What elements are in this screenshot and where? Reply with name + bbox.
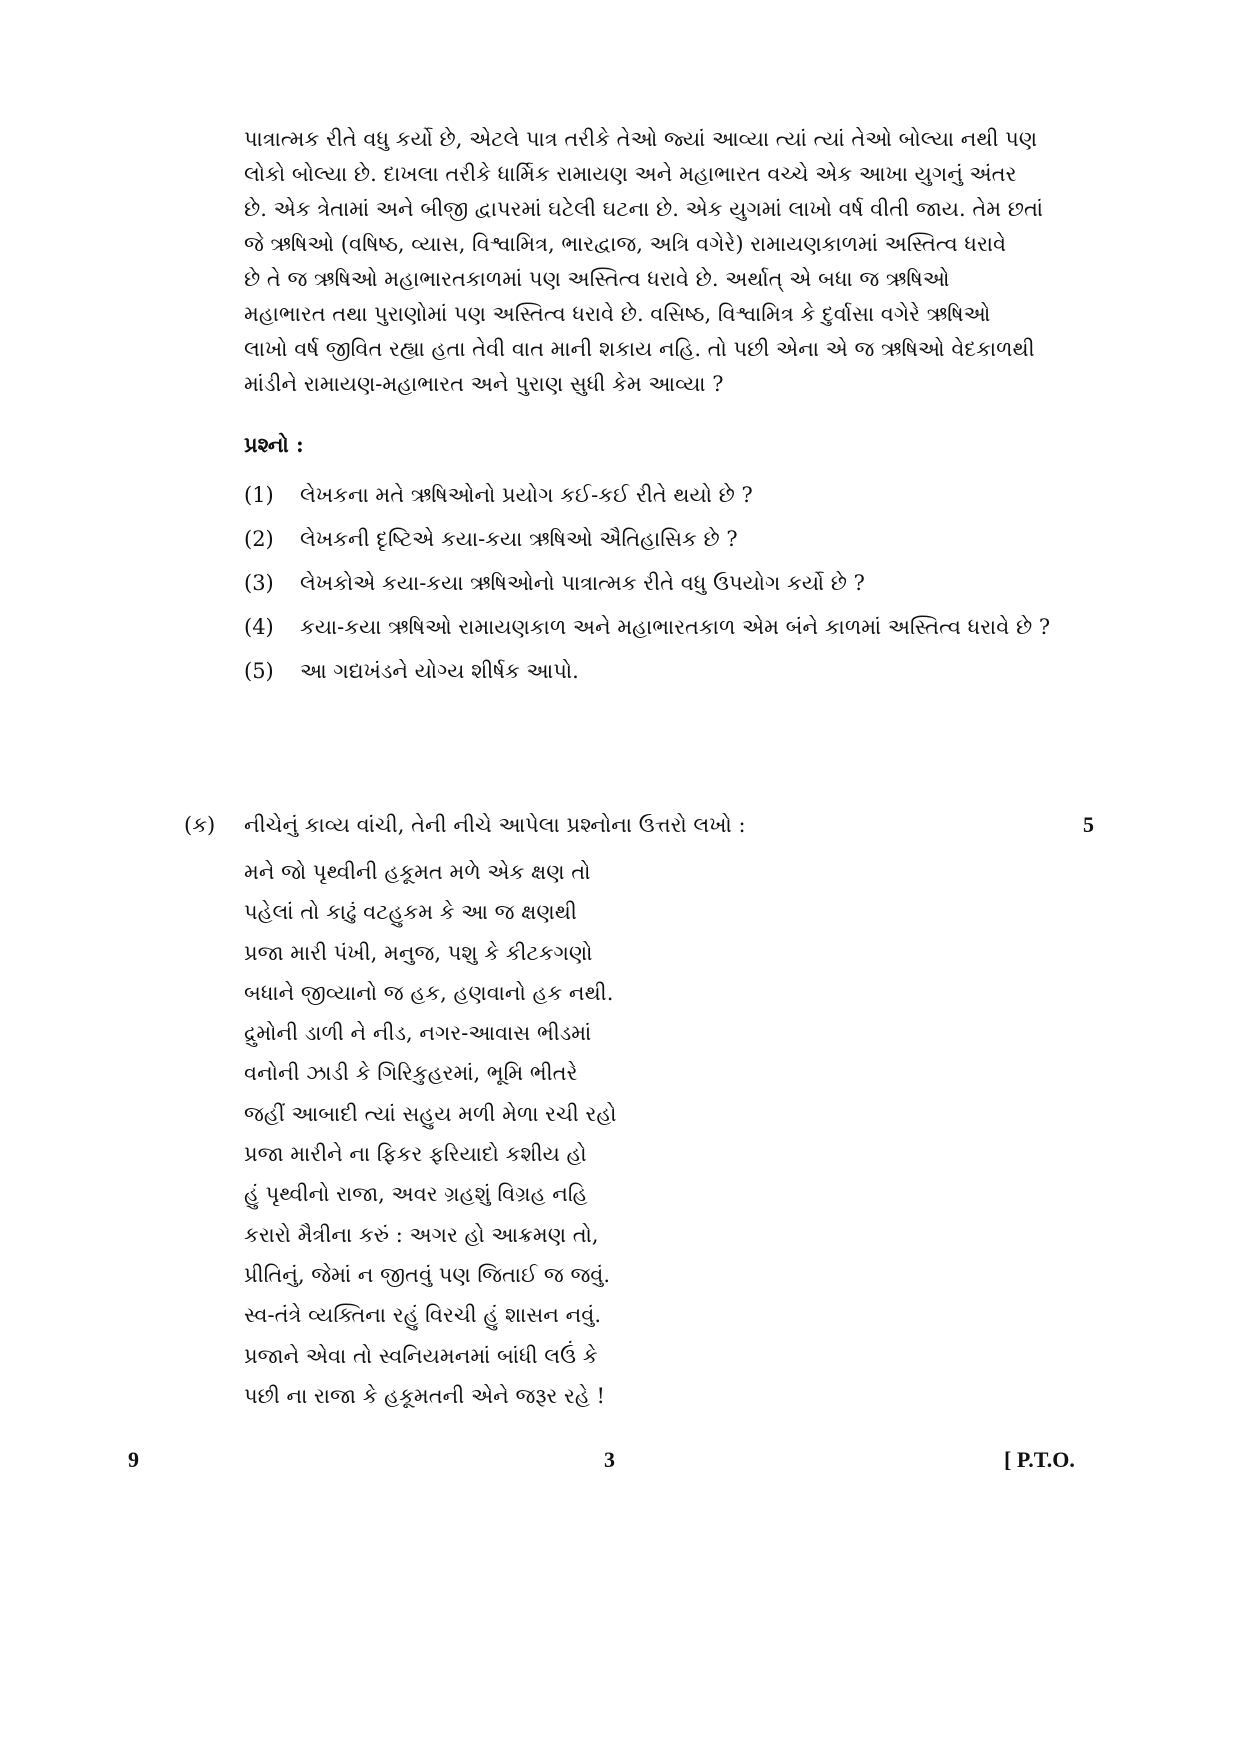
- section-marks: 5: [1083, 812, 1094, 837]
- poem-line: દ્રુમોની ડાળી ને નીડ, નગર-આવાસ ભીડમાં: [244, 1021, 592, 1046]
- question-item: [244, 522, 1064, 556]
- section-instruction: નીચેનું કાવ્ય વાંચી, તેની નીચે આપેલા પ્રશ્નોના ઉત્તરો લખો :: [244, 813, 746, 837]
- passage-line: લાખો વર્ષ જીવિત રહ્યા હતા તેવી વાત માની શકાય નહિ. તો પછી એના એ જ ઋષિઓ વેદકાળથી: [244, 337, 1035, 361]
- question-number: (1): [244, 483, 274, 507]
- passage-line: માંડીને રામાયણ-મહાભારત અને પુરાણ સુધી કેમ આવ્યા ?: [244, 372, 724, 396]
- question-item: [244, 478, 1064, 512]
- poem-line: પ્રજા મારીને ના ફિકર ફરિયાદો કશીય હો: [244, 1142, 587, 1167]
- question-text: લેખકના મતે ઋષિઓનો પ્રયોગ કઈ-કઈ રીતે થયો છે ?: [300, 483, 753, 507]
- section-label: (ક): [184, 813, 216, 837]
- question-number: (4): [244, 615, 274, 639]
- paper-code: 9: [128, 1447, 139, 1472]
- question-text: લેખકની દૃષ્ટિએ કયા-કયા ઋષિઓ ઐતિહાસિક છે ?: [300, 527, 738, 551]
- question-list: [244, 478, 1064, 698]
- poem-line: પછી ના રાજા કે હકૂમતની એને જરૂર રહે !: [244, 1383, 605, 1408]
- poem-line: મને જો પૃથ્વીની હકૂમત મળે એક ક્ષણ તો: [244, 860, 591, 884]
- passage-line: છે. એક ત્રેતામાં અને બીજી દ્વાપરમાં ઘટેલી ઘટના છે. એક યુગમાં લાખો વર્ષ વીતી જાય. તેમ છતાં: [244, 197, 1044, 221]
- questions-heading: પ્રશ્નો :: [244, 432, 304, 457]
- passage-line: છે તે જ ઋષિઓ મહાભારતકાળમાં પણ અસ્તિત્વ ધરાવે છે. અર્થાત્ એ બધા જ ઋષિઓ: [244, 267, 950, 291]
- poem-line: વનોની ઝાડી કે ગિરિકુહરમાં, ભૂમિ ભીતરે: [244, 1061, 578, 1086]
- poem-line: પ્રજા મારી પંખી, મનુજ, પશુ કે કીટકગણો: [244, 940, 593, 965]
- poem-line: હું પૃથ્વીનો રાજા, અવર ગ્રહશું વિગ્રહ નહિ: [244, 1182, 588, 1207]
- question-text: આ ગદ્યખંડને યોગ્ય શીર્ષક આપો.: [300, 659, 579, 683]
- question-number: (2): [244, 527, 274, 551]
- question-item: [244, 654, 1064, 688]
- poem-section: [184, 808, 1094, 842]
- poem: [244, 852, 617, 1416]
- section-header: [184, 808, 1094, 842]
- question-item: [244, 610, 1064, 644]
- poem-line: પ્રજાને એવા તો સ્વનિયમનમાં બાંધી લઉં કે: [244, 1343, 598, 1368]
- question-text: કયા-કયા ઋષિઓ રામાયણકાળ અને મહાભારતકાળ એમ બંને કાળમાં અસ્તિત્વ ધરાવે છે ?: [300, 615, 1051, 639]
- passage-line: મહાભારત તથા પુરાણોમાં પણ અસ્તિત્વ ધરાવે છે. વસિષ્ઠ, વિશ્વામિત્ર કે દુર્વાસા વગેરે ઋષિઓ: [244, 302, 991, 326]
- passage-line: પાત્રાત્મક રીતે વધુ કર્યો છે, એટલે પાત્ર તરીકે તેઓ જ્યાં આવ્યા ત્યાં ત્યાં તેઓ બોલ્યા નથી પણ: [244, 127, 1038, 151]
- poem-line: બધાને જીવ્યાનો જ હક, હણવાનો હક નથી.: [244, 980, 614, 1005]
- question-number: (5): [244, 659, 274, 683]
- question-number: (3): [244, 571, 274, 595]
- poem-line: પ્રીતિનું, જેમાં ન જીતવું પણ જિતાઈ જ જવું.: [244, 1262, 611, 1287]
- question-text: લેખકોએ કયા-કયા ઋષિઓનો પાત્રાત્મક રીતે વધુ ઉપયોગ કર્યો છે ?: [300, 571, 865, 595]
- pto-note: [ P.T.O.: [1004, 1447, 1075, 1472]
- poem-line: સ્વ-તંત્રે વ્યક્તિના રહું વિરચી હું શાસન નવું.: [244, 1303, 602, 1328]
- page-footer: [0, 1447, 1241, 1477]
- prose-passage: [244, 122, 1064, 402]
- poem-line: પહેલાં તો કાઢું વટહુકમ કે આ જ ક્ષણથી: [244, 900, 577, 925]
- page-number: 3: [604, 1447, 615, 1472]
- poem-line: જહીં આબાદી ત્યાં સહુય મળી મેળા રચી રહો: [244, 1101, 617, 1126]
- passage-line: જે ઋષિઓ (વષિષ્ઠ, વ્યાસ, વિશ્વામિત્ર, ભારદ્વાજ, અત્રિ વગેરે) રામાયણકાળમાં અસ્તિત્વ ધરાવે: [244, 232, 1007, 256]
- passage-line: લોકો બોલ્યા છે. દાખલા તરીકે ધાર્મિક રામાયણ અને મહાભારત વચ્ચે એક આખા યુગનું અંતર: [244, 162, 1017, 186]
- poem-line: કરારો મૈત્રીના કરું : અગર હો આક્રમણ તો,: [244, 1222, 599, 1247]
- question-item: [244, 566, 1064, 600]
